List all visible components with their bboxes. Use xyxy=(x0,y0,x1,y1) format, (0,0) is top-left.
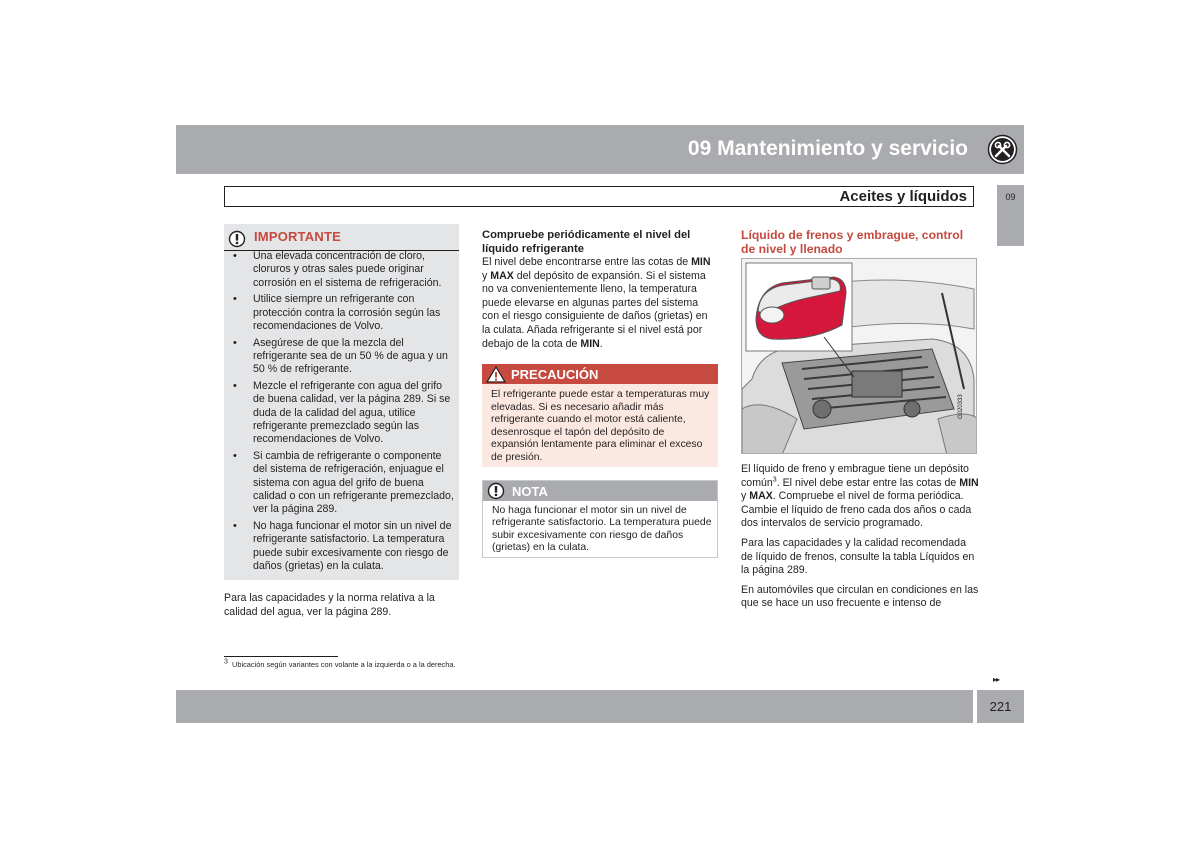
section-header xyxy=(224,186,974,207)
bullet-icon: • xyxy=(233,380,237,393)
caution-header xyxy=(482,364,718,384)
important-header xyxy=(224,228,459,245)
warning-triangle-icon xyxy=(486,366,506,383)
wrench-icon xyxy=(987,134,1018,165)
footnote-ref: 3 xyxy=(772,476,777,484)
section-title: Aceites y líquidos xyxy=(839,188,967,205)
list-item: • Asegúrese de que la mezcla del refrigerante sea de un 50 % de agua y un 50 % de refrigerante. xyxy=(233,336,448,376)
bullet-icon: • xyxy=(233,336,237,349)
engine-bay-drawing xyxy=(742,259,977,454)
page-number-box xyxy=(977,690,1024,723)
list-item: • Mezcle el refrigerante con agua del grifo de buena calidad, ver la página 289. Si se duda de la calidad del agua, utilice refrigerante premezclado según las recomendaciones de Volvo. xyxy=(233,380,451,446)
brake-fluid-heading: Líquido de frenos y embrague, control de nivel y llenado xyxy=(741,228,964,256)
exclamation-icon xyxy=(228,230,246,248)
list-item: • Si cambia de refrigerante o componente del sistema de refrigeración, enjuague el sistema con agua del grifo de buena calidad o con un refrigerante premezclado, ver la página 289. xyxy=(233,450,454,516)
chapter-tab-label: 09 xyxy=(1005,192,1016,202)
chapter-title: 09 Mantenimiento y servicio xyxy=(687,137,968,160)
chapter-header-bar xyxy=(176,125,980,174)
bullet-icon: • xyxy=(233,450,237,463)
footer-bar xyxy=(176,690,973,723)
important-box xyxy=(224,224,459,580)
water-quality-note: Para las capacidades y la norma relativa a la calidad del agua, ver la página 289. xyxy=(224,592,435,618)
caution-title: PRECAUCIÓN xyxy=(511,367,599,382)
bullet-icon: • xyxy=(233,520,237,533)
footnote-mark: 3 xyxy=(224,658,228,666)
brake-fluid-body xyxy=(741,463,979,617)
bullet-icon: • xyxy=(233,293,237,306)
brake-fluid-paragraph: En automóviles que circulan en condiciones en las que se hace un uso frecuente e intenso de xyxy=(741,583,979,610)
brake-fluid-paragraph: El líquido de freno y embrague tiene un depósito común$^3$. El nivel debe estar entre las cotas de MIN y MAX. Compruebe el nivel de forma periódica. Cambie el líquido de freno cada dos años o cada dos intervalos de servicio programado. xyxy=(741,463,979,530)
list-item: • No haga funcionar el motor sin un nivel de refrigerante satisfactorio. La temperatura puede subir excesivamente con riesgo de daños (grietas) en la culata. xyxy=(233,520,452,573)
coolant-check-body: El nivel debe encontrarse entre las cotas de MIN y MAX del depósito de expansión. Si el sistema no va convenientemente lleno, la temperatura puede elevarse en algunas partes del sistema con el riesgo consiguiente de daños (grietas) en la culata. Añada refrigerante si el nivel está por debajo de la cota de MIN. xyxy=(482,256,711,350)
brake-fluid-paragraph: Para las capacidades y la calidad recomendada de líquido de frenos, consulte la tabla Líquidos en la página 289. xyxy=(741,536,975,577)
important-title: IMPORTANTE xyxy=(254,229,341,244)
footnote-rule xyxy=(224,656,338,657)
page-number: 221 xyxy=(989,699,1012,714)
list-item: • Una elevada concentración de cloro, cloruros y otras sales puede originar corrosión en el sistema de refrigeración. xyxy=(233,250,442,289)
next-page-arrows-icon: ▸▸ xyxy=(993,675,1000,684)
chapter-icon-box xyxy=(980,125,1024,174)
bullet-icon: • xyxy=(233,250,237,262)
engine-compartment-illustration xyxy=(741,258,977,454)
important-list xyxy=(228,250,454,577)
figure-code: G020333 xyxy=(958,394,964,419)
nota-header xyxy=(483,481,717,501)
caution-text: El refrigerante puede estar a temperaturas muy elevadas. Si es necesario añadir más refrigerante cuando el motor está caliente, desenrosque el tapón del depósito de expansión lentamente para eliminar el exceso de presión. xyxy=(491,389,710,463)
list-item: • Utilice siempre un refrigerante con protección contra la corrosión según las recomendaciones de Volvo. xyxy=(233,293,441,332)
caution-box xyxy=(482,364,718,467)
chapter-tab xyxy=(997,185,1024,246)
exclamation-icon xyxy=(487,482,505,500)
footnote: $^3$ Ubicación según variantes con volante a la izquierda o a la derecha. xyxy=(224,658,456,669)
nota-box xyxy=(482,480,718,558)
nota-title: NOTA xyxy=(512,484,548,499)
coolant-check-heading: Compruebe periódicamente el nivel del líquido refrigerante xyxy=(482,229,691,255)
nota-text: No haga funcionar el motor sin un nivel de refrigerante satisfactorio. La temperatura puede subir excesivamente con riesgo de daños (grietas) en la culata. xyxy=(492,505,712,554)
